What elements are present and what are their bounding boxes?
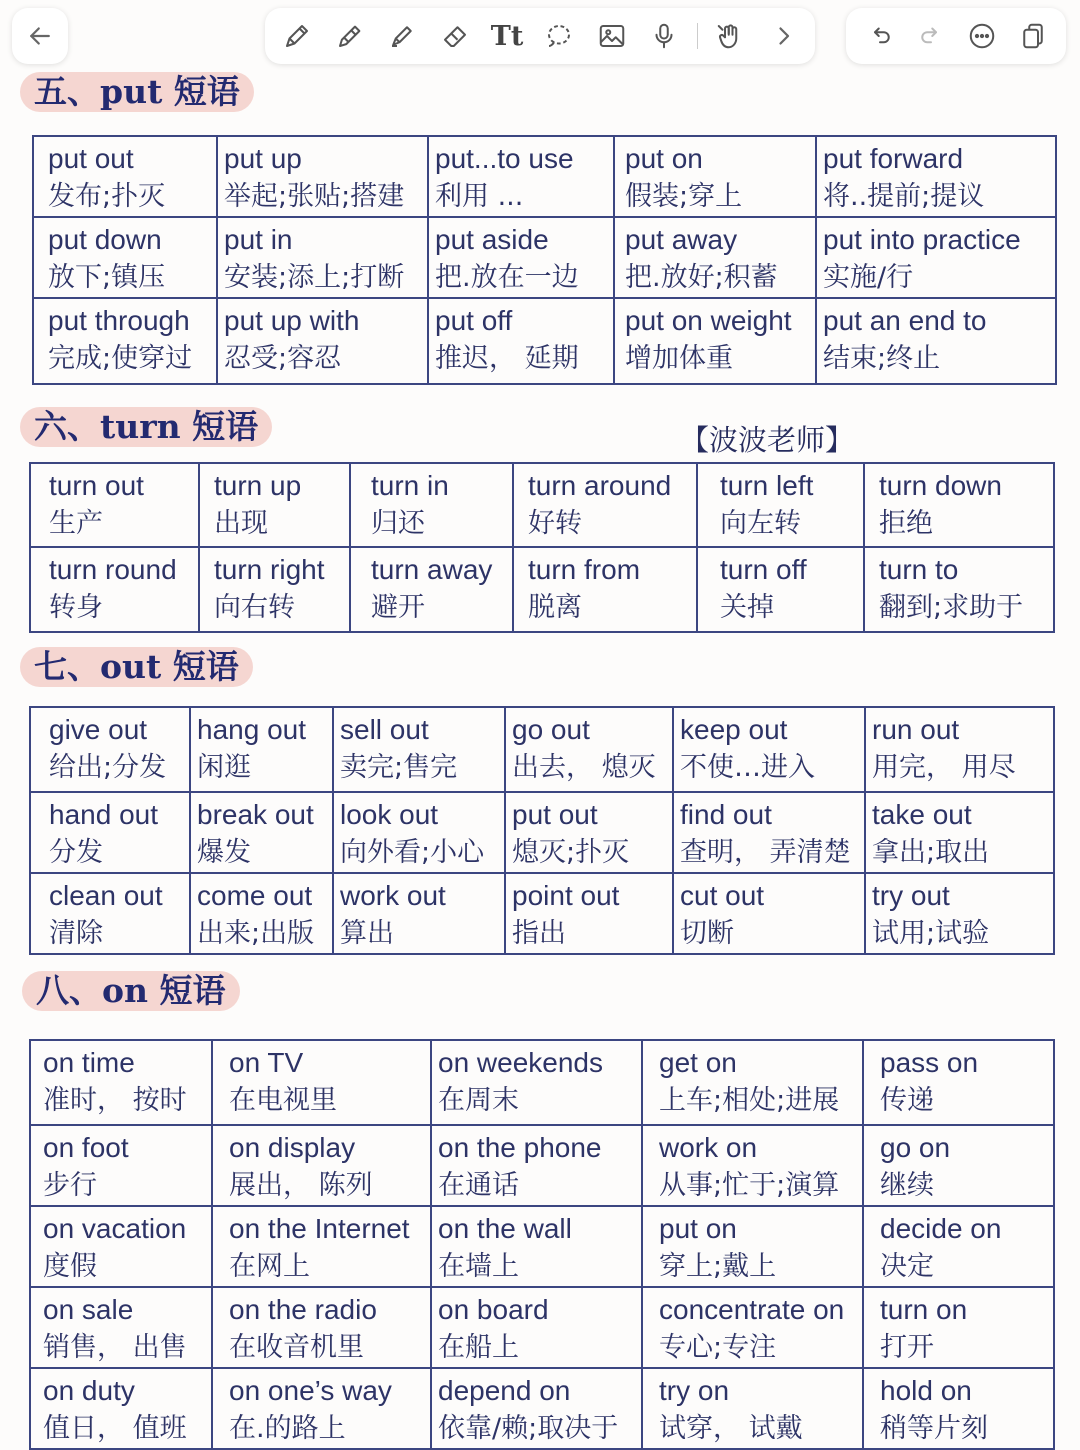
- phrase-cell: [30, 707, 190, 792]
- phrase-english: put in: [224, 224, 293, 255]
- phrase-cell: [505, 707, 673, 792]
- phrase-cell: [33, 217, 217, 298]
- phrase-chinese: 穿上;戴上: [659, 1251, 777, 1282]
- phrase-english: turn left: [720, 470, 814, 501]
- redo-icon[interactable]: [911, 16, 951, 56]
- phrase-cell: [428, 217, 614, 298]
- phrase-cell: [217, 217, 428, 298]
- phrase-chinese: 试穿， 试戴: [659, 1413, 803, 1444]
- phrase-chinese: 归还: [371, 508, 425, 539]
- document-actions: [846, 8, 1066, 64]
- phrase-chinese: 准时， 按时: [43, 1085, 187, 1116]
- phrase-cell: [30, 873, 190, 954]
- phrase-cell: [614, 136, 816, 217]
- phrase-cell: [642, 1287, 863, 1368]
- phrase-chinese: 在网上: [229, 1251, 310, 1282]
- phrase-chinese: 继续: [880, 1170, 934, 1201]
- phrase-cell: [673, 873, 865, 954]
- phrase-cell: [816, 298, 1056, 384]
- phrase-english: turn out: [49, 470, 144, 501]
- phrase-chinese: 用完， 用尽: [872, 752, 1016, 783]
- phrase-chinese: 爆发: [197, 837, 251, 868]
- phrase-chinese: 在.的路上: [229, 1413, 346, 1444]
- phrase-cell: [864, 463, 1054, 547]
- phrase-cell: [865, 707, 1054, 792]
- phrase-cell: [33, 136, 217, 217]
- phrase-cell: [212, 1125, 431, 1206]
- phrase-cell: [431, 1125, 642, 1206]
- phrase-cell: [30, 1368, 212, 1449]
- phrase-chinese: 出去， 熄灭: [512, 752, 656, 783]
- phrase-english: run out: [872, 714, 960, 745]
- phrase-english: put on: [625, 143, 703, 174]
- pen-icon[interactable]: [277, 16, 317, 56]
- put-phrase-table: [32, 135, 1057, 385]
- table-row: [30, 463, 1054, 547]
- phrase-english: turn down: [879, 470, 1002, 501]
- phrase-cell: [30, 1040, 212, 1125]
- phrase-english: try out: [872, 880, 950, 911]
- phrase-chinese: 清除: [49, 918, 103, 949]
- phrase-cell: [816, 217, 1056, 298]
- phrase-english: take out: [872, 799, 972, 830]
- phrase-english: hang out: [197, 714, 306, 745]
- phrase-cell: [217, 298, 428, 384]
- phrase-english: put through: [48, 305, 190, 336]
- phrase-cell: [212, 1287, 431, 1368]
- phrase-cell: [614, 217, 816, 298]
- phrase-chinese: 将..提前;提议: [823, 181, 985, 212]
- phrase-cell: [865, 873, 1054, 954]
- phrase-cell: [333, 707, 505, 792]
- phrase-chinese: 翻到;求助于: [879, 592, 1024, 623]
- phrase-english: on vacation: [43, 1213, 187, 1244]
- phrase-cell: [30, 1206, 212, 1287]
- phrase-english: on weekends: [438, 1047, 604, 1078]
- text-icon[interactable]: Tt: [490, 20, 524, 52]
- phrase-cell: [816, 136, 1056, 217]
- phrase-chinese: 在电视里: [229, 1085, 337, 1116]
- hand-touch-icon[interactable]: [710, 16, 750, 56]
- phrase-english: go on: [880, 1132, 951, 1163]
- phrase-chinese: 从事;忙于;演算: [659, 1170, 840, 1201]
- phrase-english: turn round: [49, 554, 177, 585]
- phrase-cell: [199, 547, 350, 632]
- phrase-english: put out: [48, 143, 134, 174]
- phrase-chinese: 向右转: [214, 592, 295, 623]
- phrase-cell: [513, 463, 697, 547]
- phrase-chinese: 依靠/赖;取决于: [438, 1413, 619, 1444]
- phrase-chinese: 把.放好;积蓄: [625, 262, 778, 293]
- phrase-english: put off: [435, 305, 513, 336]
- chevron-right-icon[interactable]: [763, 16, 803, 56]
- phrase-cell: [190, 707, 333, 792]
- phrase-chinese: 给出;分发: [49, 752, 167, 783]
- phrase-english: put into practice: [823, 224, 1021, 255]
- phrase-cell: [30, 792, 190, 873]
- phrase-english: hold on: [880, 1375, 972, 1406]
- phrase-cell: [614, 298, 816, 384]
- teacher-watermark: 【波波老师】: [680, 423, 855, 457]
- phrase-cell: [431, 1368, 642, 1449]
- phrase-chinese: 查明， 弄清楚: [680, 837, 851, 868]
- phrase-chinese: 在收音机里: [229, 1332, 364, 1363]
- phrase-cell: [673, 792, 865, 873]
- phrase-english: put on weight: [625, 305, 792, 336]
- phrase-english: put forward: [823, 143, 964, 174]
- phrase-english: put aside: [435, 224, 549, 255]
- phrase-english: put out: [512, 799, 598, 830]
- phrase-cell: [505, 873, 673, 954]
- phrase-cell: [697, 547, 864, 632]
- table-row: [30, 1040, 1054, 1125]
- phrase-chinese: 转身: [49, 592, 103, 623]
- phrase-cell: [642, 1206, 863, 1287]
- phrase-english: get on: [659, 1047, 737, 1078]
- table-row: [30, 707, 1054, 792]
- eraser-icon[interactable]: [435, 16, 475, 56]
- phrase-english: depend on: [438, 1375, 571, 1406]
- phrase-chinese: 度假: [43, 1251, 97, 1282]
- phrase-english: put an end to: [823, 305, 987, 336]
- phrase-chinese: 发布;扑灭: [48, 181, 166, 212]
- more-icon[interactable]: [962, 16, 1002, 56]
- phrase-cell: [428, 136, 614, 217]
- back-button[interactable]: [12, 8, 68, 64]
- phrase-chinese: 步行: [43, 1170, 97, 1201]
- phrase-chinese: 利用 ...: [435, 181, 524, 212]
- phrase-chinese: 在船上: [438, 1332, 519, 1363]
- phrase-chinese: 在通话: [438, 1170, 519, 1201]
- phrase-english: go out: [512, 714, 590, 745]
- phrase-cell: [642, 1368, 863, 1449]
- phrase-cell: [863, 1368, 1054, 1449]
- phrase-english: on foot: [43, 1132, 129, 1163]
- phrase-english: on the Internet: [229, 1213, 410, 1244]
- on-phrase-table: [29, 1039, 1055, 1450]
- phrase-english: look out: [340, 799, 439, 830]
- phrase-chinese: 向左转: [720, 508, 801, 539]
- phrase-english: hand out: [49, 799, 158, 830]
- phrase-english: on TV: [229, 1047, 304, 1078]
- phrase-cell: [212, 1040, 431, 1125]
- phrase-cell: [190, 873, 333, 954]
- phrase-english: turn to: [879, 554, 959, 585]
- phrase-english: turn up: [214, 470, 302, 501]
- phrase-english: turn away: [371, 554, 493, 585]
- section-title-out: 七、out 短语: [20, 647, 253, 687]
- phrase-cell: [505, 792, 673, 873]
- phrase-chinese: 值日， 值班: [43, 1413, 187, 1444]
- table-row: [30, 1125, 1054, 1206]
- arrow-left-icon: [20, 16, 60, 56]
- phrase-english: on one’s way: [229, 1375, 392, 1406]
- top-toolbar: [0, 0, 1080, 66]
- phrase-english: find out: [680, 799, 772, 830]
- phrase-cell: [217, 136, 428, 217]
- phrase-cell: [30, 463, 199, 547]
- phrase-chinese: 增加体重: [625, 343, 733, 374]
- phrase-cell: [33, 298, 217, 384]
- phrase-english: pass on: [880, 1047, 979, 1078]
- phrase-cell: [30, 547, 199, 632]
- turn-phrase-table: [29, 462, 1055, 633]
- phrase-english: break out: [197, 799, 314, 830]
- phrase-chinese: 把.放在一边: [435, 262, 579, 293]
- phrase-cell: [431, 1206, 642, 1287]
- phrase-chinese: 出现: [214, 508, 268, 539]
- phrase-chinese: 展出， 陈列: [229, 1170, 373, 1201]
- phrase-chinese: 完成;使穿过: [48, 343, 193, 374]
- phrase-english: turn right: [214, 554, 325, 585]
- phrase-cell: [350, 463, 513, 547]
- toolbar-divider: [697, 23, 698, 49]
- phrase-english: on sale: [43, 1294, 134, 1325]
- phrase-cell: [697, 463, 864, 547]
- phrase-english: turn around: [528, 470, 672, 501]
- table-row: [30, 1287, 1054, 1368]
- phrase-cell: [190, 792, 333, 873]
- table-row: [33, 298, 1056, 384]
- phrase-chinese: 分发: [49, 837, 103, 868]
- phrase-english: come out: [197, 880, 313, 911]
- phrase-english: keep out: [680, 714, 788, 745]
- phrase-chinese: 指出: [512, 918, 566, 949]
- phrase-english: on board: [438, 1294, 549, 1325]
- phrase-chinese: 结束;终止: [823, 343, 941, 374]
- phrase-chinese: 出来;出版: [197, 918, 315, 949]
- pencil-icon[interactable]: [330, 16, 370, 56]
- phrase-chinese: 在墙上: [438, 1251, 519, 1282]
- phrase-cell: [30, 1287, 212, 1368]
- phrase-chinese: 关掉: [720, 592, 774, 623]
- phrase-cell: [428, 298, 614, 384]
- phrase-english: work on: [659, 1132, 758, 1163]
- phrase-english: work out: [340, 880, 446, 911]
- phrase-cell: [863, 1206, 1054, 1287]
- phrase-english: put up with: [224, 305, 360, 336]
- phrase-chinese: 避开: [371, 592, 425, 623]
- lasso-icon[interactable]: [539, 16, 579, 56]
- phrase-chinese: 不使…进入: [680, 752, 815, 783]
- phrase-english: put down: [48, 224, 162, 255]
- phrase-english: sell out: [340, 714, 429, 745]
- table-row: [30, 1206, 1054, 1287]
- phrase-chinese: 上车;相处;进展: [659, 1085, 840, 1116]
- phrase-chinese: 忍受;容忍: [224, 343, 342, 374]
- phrase-english: give out: [49, 714, 148, 745]
- phrase-chinese: 生产: [49, 508, 103, 539]
- phrase-cell: [350, 547, 513, 632]
- phrase-chinese: 稍等片刻: [880, 1413, 988, 1444]
- phrase-cell: [673, 707, 865, 792]
- phrase-cell: [863, 1125, 1054, 1206]
- phrase-cell: [642, 1125, 863, 1206]
- phrase-chinese: 算出: [340, 918, 394, 949]
- table-row: [30, 1368, 1054, 1449]
- image-icon[interactable]: [592, 16, 632, 56]
- phrase-cell: [212, 1368, 431, 1449]
- phrase-english: decide on: [880, 1213, 1002, 1244]
- phrase-english: turn on: [880, 1294, 968, 1325]
- phrase-chinese: 卖完;售完: [340, 752, 458, 783]
- table-row: [30, 547, 1054, 632]
- phrase-english: clean out: [49, 880, 163, 911]
- phrase-english: on time: [43, 1047, 135, 1078]
- phrase-cell: [212, 1206, 431, 1287]
- phrase-chinese: 专心;专注: [659, 1332, 777, 1363]
- phrase-english: on the wall: [438, 1213, 572, 1244]
- phrase-chinese: 放下;镇压: [48, 262, 166, 293]
- phrase-chinese: 好转: [528, 508, 582, 539]
- phrase-chinese: 推迟， 延期: [435, 343, 579, 374]
- phrase-chinese: 在周末: [438, 1085, 519, 1116]
- phrase-english: put...to use: [435, 143, 574, 174]
- undo-icon[interactable]: [860, 16, 900, 56]
- table-row: [33, 217, 1056, 298]
- phrase-cell: [431, 1287, 642, 1368]
- phrase-chinese: 拒绝: [879, 508, 933, 539]
- phrase-chinese: 安装;添上;打断: [224, 262, 405, 293]
- phrase-english: on the phone: [438, 1132, 602, 1163]
- out-phrase-table: [29, 706, 1055, 955]
- phrase-english: turn in: [371, 470, 449, 501]
- phrase-cell: [333, 873, 505, 954]
- phrase-english: concentrate on: [659, 1294, 845, 1325]
- section-title-on: 八、on 短语: [22, 971, 240, 1011]
- tool-palette: [265, 8, 815, 64]
- table-row: [33, 136, 1056, 217]
- phrase-cell: [863, 1040, 1054, 1125]
- phrase-english: put up: [224, 143, 302, 174]
- phrase-cell: [865, 792, 1054, 873]
- phrase-english: on duty: [43, 1375, 135, 1406]
- phrase-chinese: 实施/行: [823, 262, 914, 293]
- phrase-cell: [333, 792, 505, 873]
- phrase-chinese: 试用;试验: [872, 918, 990, 949]
- phrase-english: put on: [659, 1213, 737, 1244]
- microphone-icon[interactable]: [644, 16, 684, 56]
- phrase-chinese: 假装;穿上: [625, 181, 743, 212]
- phrase-english: cut out: [680, 880, 765, 911]
- section-title-turn: 六、turn 短语: [20, 407, 272, 447]
- phrase-chinese: 向外看;小心: [340, 837, 485, 868]
- phrase-cell: [431, 1040, 642, 1125]
- phrase-chinese: 熄灭;扑灭: [512, 837, 630, 868]
- phrase-chinese: 拿出;取出: [872, 837, 990, 868]
- phrase-english: try on: [659, 1375, 730, 1406]
- phrase-english: put away: [625, 224, 738, 255]
- phrase-english: on display: [229, 1132, 356, 1163]
- phrase-cell: [863, 1287, 1054, 1368]
- phrase-english: on the radio: [229, 1294, 377, 1325]
- table-row: [30, 873, 1054, 954]
- phrase-english: point out: [512, 880, 620, 911]
- phrase-chinese: 打开: [880, 1332, 934, 1363]
- phrase-cell: [513, 547, 697, 632]
- phrase-english: turn off: [720, 554, 807, 585]
- phrase-chinese: 传递: [880, 1085, 934, 1116]
- phrase-chinese: 脱离: [528, 592, 582, 623]
- section-title-put: 五、put 短语: [20, 72, 254, 112]
- phrase-chinese: 切断: [680, 918, 734, 949]
- table-row: [30, 792, 1054, 873]
- highlighter-icon[interactable]: [382, 16, 422, 56]
- phrase-cell: [30, 1125, 212, 1206]
- phrase-chinese: 举起;张贴;搭建: [224, 181, 405, 212]
- phrase-cell: [642, 1040, 863, 1125]
- phrase-cell: [864, 547, 1054, 632]
- phrase-cell: [199, 463, 350, 547]
- pages-icon[interactable]: [1013, 16, 1053, 56]
- phrase-chinese: 决定: [880, 1251, 934, 1282]
- phrase-english: turn from: [528, 554, 641, 585]
- phrase-chinese: 闲逛: [197, 752, 251, 783]
- phrase-chinese: 销售， 出售: [43, 1332, 187, 1363]
